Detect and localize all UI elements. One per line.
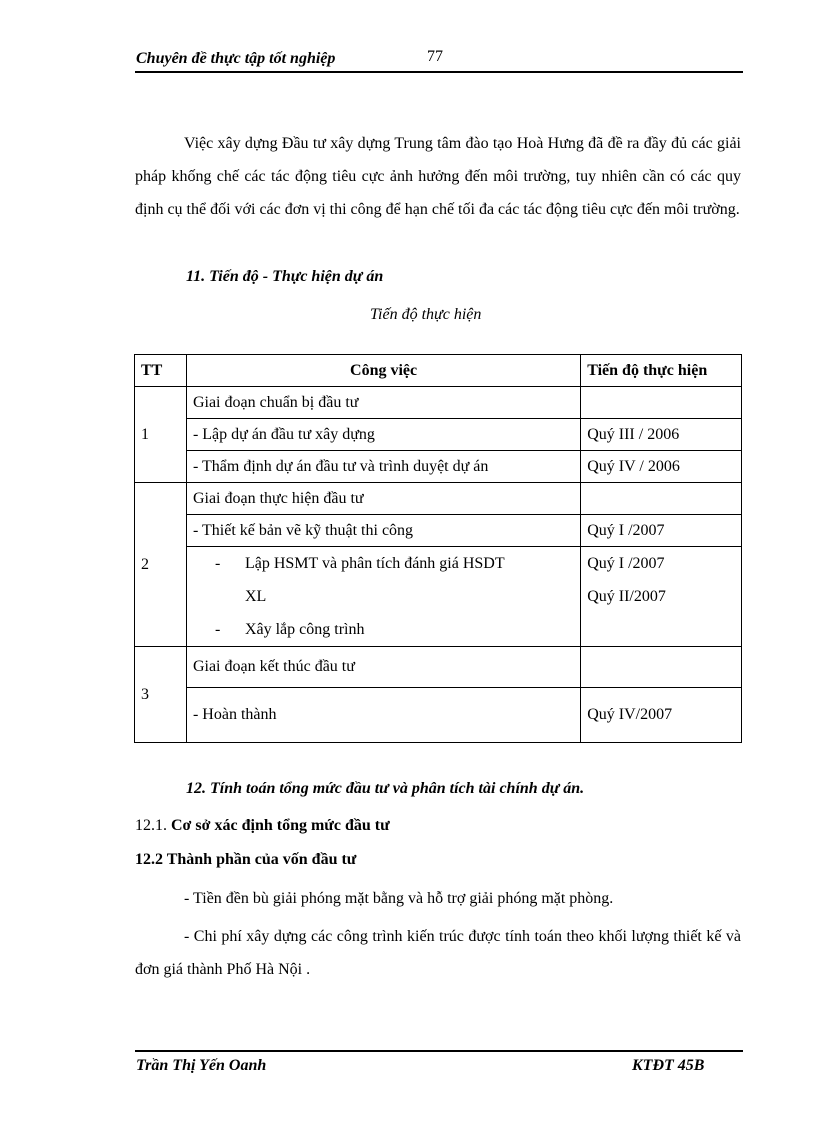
table-row xyxy=(135,419,742,451)
intro-paragraph: Việc xây dựng Đầu tư xây dựng Trung tâm đào tạo Hoà Hưng đã đề ra đầy đủ các giải pháp khống chế các tác động tiêu cực ảnh hưởng đến môi trường, tuy nhiên cần có các quy định cụ thể đối với các đơn vị thi công để hạn chế tối đa các tác động tiêu cực đến môi trường. xyxy=(135,135,741,218)
group2-title-schedule xyxy=(581,483,742,515)
table-row xyxy=(135,387,742,419)
group3-title: Giai đoạn kết thúc đầu tư xyxy=(186,647,580,688)
group3-title-schedule xyxy=(581,647,742,688)
group2-title: Giai đoạn thực hiện đầu tư xyxy=(186,483,580,515)
section-11-heading: 11. Tiến độ - Thực hiện dự án xyxy=(186,268,384,285)
header-title: Chuyên đề thực tập tốt nghiệp xyxy=(136,50,336,67)
table-row xyxy=(135,515,742,547)
section-12-2-heading: 12.2 Thành phần của vốn đầu tư xyxy=(135,851,357,868)
header-schedule: Tiến độ thực hiện xyxy=(581,355,742,387)
bullet-compensation: - Tiền đền bù giải phóng mặt bằng và hỗ trợ giải phóng mặt phòng. xyxy=(184,890,614,907)
section-12-1-number: 12.1. xyxy=(135,817,167,834)
group3-row1-work: - Hoàn thành xyxy=(186,688,580,743)
group1-row1-schedule: Quý III / 2006 xyxy=(581,419,742,451)
table-row xyxy=(135,688,742,743)
group2-row1-schedule: Quý I /2007 xyxy=(581,515,742,547)
list-item: - Xây lắp công trình xyxy=(214,621,365,638)
group1-row2-schedule: Quý IV / 2006 xyxy=(581,451,742,483)
list-item: - Lập HSMT và phân tích đánh giá HSDT xyxy=(214,555,505,572)
group1-row2-work: - Thẩm định dự án đầu tư và trình duyệt dự án xyxy=(186,451,580,483)
group2-sub-schedule: Quý I /2007 Quý II/2007 xyxy=(581,547,742,647)
bullet-construction-cost: - Chi phí xây dựng các công trình kiến trúc được tính toán theo khối lượng thiết kế và đơn giá thành Phố Hà Nội . xyxy=(135,928,741,978)
schedule-table xyxy=(134,354,742,743)
group1-title-schedule xyxy=(581,387,742,419)
section-12-1-heading xyxy=(135,817,390,835)
group1-row1-work: - Lập dự án đầu tư xây dựng xyxy=(186,419,580,451)
page-number: 77 xyxy=(427,48,443,65)
group3-tt: 3 xyxy=(135,647,187,743)
table-caption: Tiến độ thực hiện xyxy=(370,306,482,323)
group2-sub-items xyxy=(186,547,580,647)
section-12-heading: 12. Tính toán tổng mức đầu tư và phân tích tài chính dự án. xyxy=(186,780,585,797)
group1-tt: 1 xyxy=(135,387,187,483)
group2-tt: 2 xyxy=(135,483,187,647)
table-row xyxy=(135,451,742,483)
header-work: Công việc xyxy=(186,355,580,387)
footer-rule xyxy=(135,1050,743,1052)
section-12-1-title: Cơ sở xác định tổng mức đầu tư xyxy=(171,817,390,834)
footer-author: Trần Thị Yến Oanh xyxy=(136,1057,267,1074)
header-tt: TT xyxy=(135,355,187,387)
table-header-row xyxy=(135,355,742,387)
group2-row1-work: - Thiết kế bản vẽ kỹ thuật thi công xyxy=(186,515,580,547)
group1-title: Giai đoạn chuẩn bị đầu tư xyxy=(186,387,580,419)
list-item: XL xyxy=(244,588,267,605)
table-row xyxy=(135,647,742,688)
group3-row1-schedule: Quý IV/2007 xyxy=(581,688,742,743)
footer-class: KTĐT 45B xyxy=(632,1057,705,1074)
header-rule xyxy=(135,71,743,73)
table-row xyxy=(135,483,742,515)
table-row xyxy=(135,547,742,647)
